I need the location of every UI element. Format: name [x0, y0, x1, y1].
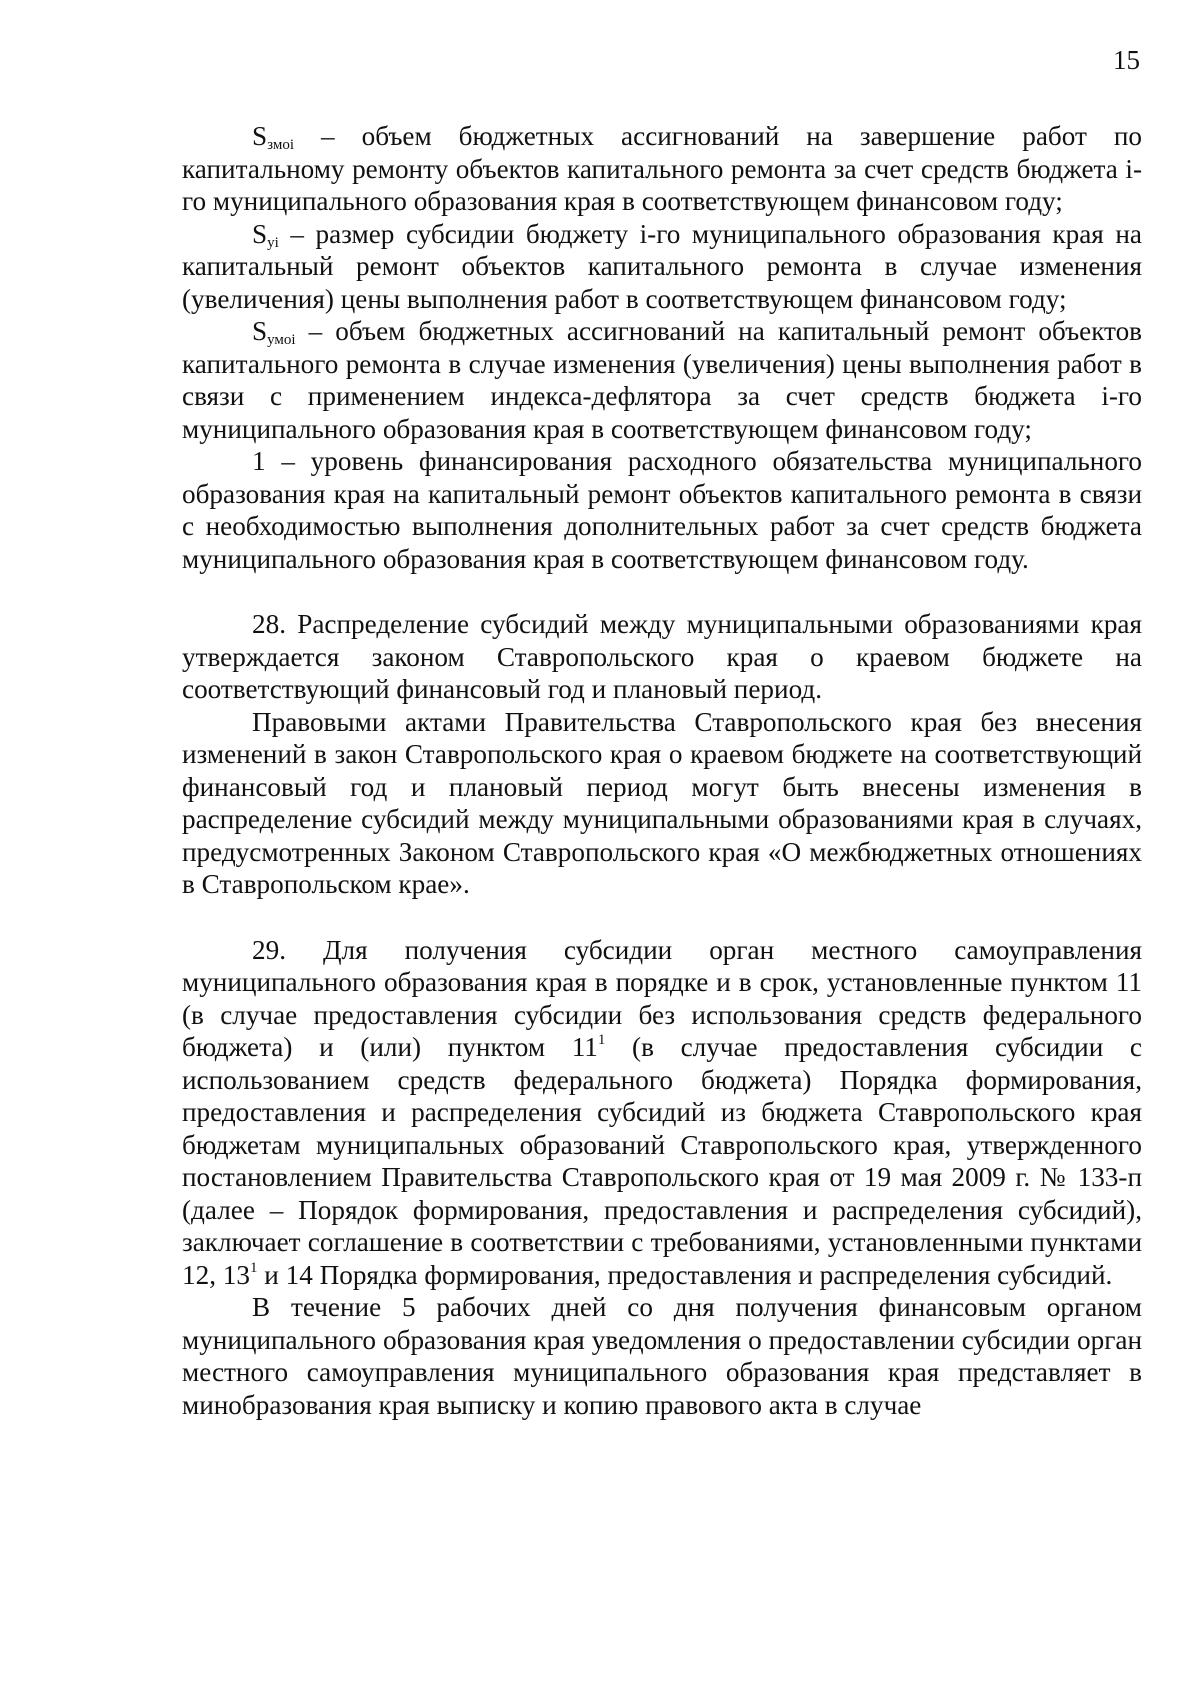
variable-base: S [252, 316, 268, 346]
paragraph-28: 28. Распределение субсидий между муниципальными образованиями края утверждается законом Ставропольского края о краевом бюджете на соответствующий финансовый год и плановый период. [182, 609, 1142, 704]
variable-subscript: змоi [267, 137, 294, 153]
paragraph-28-continued: Правовыми актами Правительства Ставропольского края без внесения изменений в закон Ставропольского края о краевом бюджете на соответствующий финансовый год и плановый период могут быть внесены изменения в распределение субсидий между муниципальными образованиями края в случаях, предусмотренных Законом Ставропольского края «О межбюджетных отношениях в Ставропольском крае». [182, 706, 1142, 899]
definition-s-zmoi [182, 120, 1142, 218]
paragraph-29-continued: В течение 5 рабочих дней со дня получения финансовым органом муниципального образования края уведомления о предоставлении субсидии орган местного самоуправления муниципального образования края представляет в минобразования края выписку и копию правового акта в случае [182, 1292, 1142, 1420]
definition-s-ymoi [182, 315, 1142, 445]
page-number: 15 [1113, 45, 1140, 75]
variable-subscript: уi [267, 234, 279, 251]
variable-subscript: умоi [267, 332, 296, 348]
paragraph-text: 29. Для получения субсидии орган местного самоуправления муниципального образования края в порядке и в срок, установленные пунктом 11 (в случае предоставления субсидии без использования средств федерального бюджета) и (или) пунктом 11 [182, 934, 1142, 1062]
definition-text: – размер субсидии бюджету i-го муниципального образования края на капитальный ремонт объектов капитального ремонта в случае изменения (увеличения) цены выполнения работ в соответствующем финансовом году; [182, 218, 1142, 314]
definition-text: – объем бюджетных ассигнований на завершение работ по капитальному ремонту объектов капитального ремонта за счет средств бюджета i-го муниципального образования края в соответствующем финансовом году; [182, 121, 1142, 216]
paragraph-text: (в случае предоставления субсидии с использованием средств федерального бюджета) Порядка формирования, предоставления и распределения субсидий из бюджета Ставропольского края бюджетам муниципальных образований Ставропольского края, утвержденного постановлением Правительства Ставропольского края от 19 мая 2009 г. № 133-п (далее – Порядок формирования, предоставления и распределения субсидий), заключает соглашение в соответствии с требованиями, установленными пунктами 12, 13 [182, 1032, 1142, 1290]
superscript: 1 [597, 1032, 606, 1048]
definition-s-yi [182, 218, 1142, 316]
definition-level: 1 – уровень финансирования расходного обязательства муниципального образования края на капитальный ремонт объектов капитального ремонта в связи с необходимостью выполнения дополнительных работ за счет средств бюджета муниципального образования края в соответствующем финансовом году. [182, 446, 1142, 574]
variable-base: S [252, 121, 268, 151]
definition-text: – объем бюджетных ассигнований на капитальный ремонт объектов капитального ремонта в случае изменения (увеличения) цены выполнения работ в связи с применением индекса-дефлятора за счет средств бюджета i-го муниципального образования края в соответствующем финансовом году; [182, 316, 1142, 444]
document-body [182, 120, 1142, 1421]
paragraph-29 [182, 934, 1142, 1292]
superscript: 1 [249, 1259, 258, 1276]
variable-base: S [252, 218, 268, 249]
paragraph-text: и 14 Порядка формирования, предоставления и распределения субсидий. [257, 1259, 1113, 1290]
